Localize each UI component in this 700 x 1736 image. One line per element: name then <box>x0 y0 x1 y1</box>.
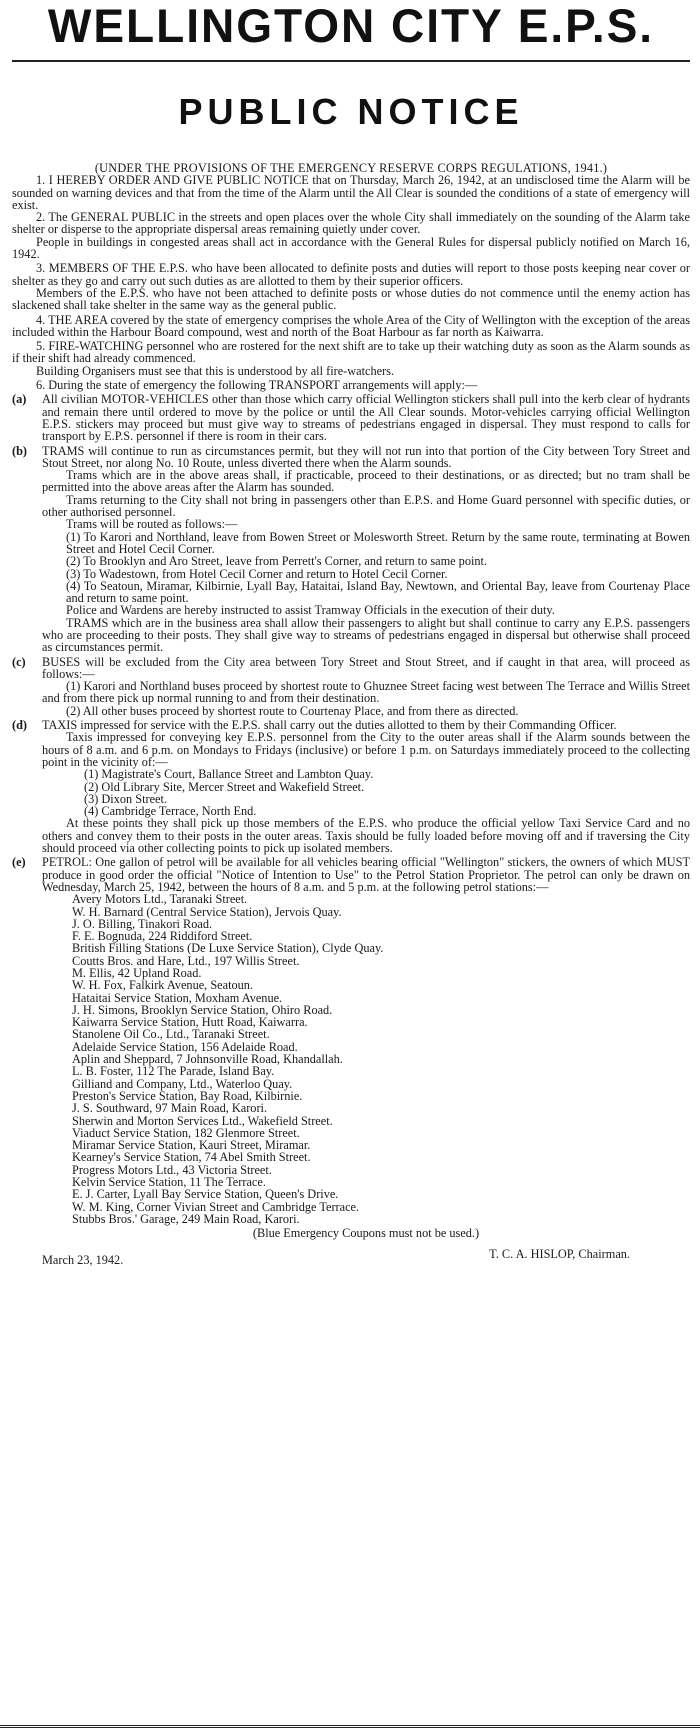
collecting-point-4: (4) Cambridge Terrace, North End. <box>84 804 257 819</box>
petrol-station: British Filling Stations (De Luxe Service Station), Clyde Quay. <box>72 941 384 956</box>
section-a-text: All civilian MOTOR-VEHICLES other than those which carry official Wellington stickers shall pull into the kerb clear of hydrants and remain there until ordered to move by the police or until the All Clear sounds. Motor-vehicles carrying official Wellington E.P.S. stickers may proceed but must give way to streams of pedestrians engaged in dispersal. They must respond to calls for transport by E.P.S. personnel if there is room in their cars. <box>42 392 690 444</box>
petrol-station: Kearney's Service Station, 74 Abel Smith Street. <box>72 1150 311 1165</box>
paragraph-2b: People in buildings in congested areas shall act in accordance with the General Rules for dispersal publicly notified on March 16, 1942. <box>12 234 690 262</box>
petrol-station: Hataitai Service Station, Moxham Avenue. <box>72 990 283 1005</box>
petrol-station: L. B. Foster, 112 The Parade, Island Bay. <box>72 1064 275 1079</box>
section-e-letter: (e) <box>12 855 26 870</box>
petrol-station: Coutts Bros. and Hare, Ltd., 197 Willis Street. <box>72 953 300 968</box>
section-b-trams <box>12 445 690 654</box>
tram-route-1: (1) To Karori and Northland, leave from Bowen Street or Molesworth Street. Return by the same route, terminating at Bowen Street and Hotel Cecil Corner. <box>66 529 690 556</box>
section-b-text-4: Trams will be routed as follows:— <box>66 517 238 532</box>
petrol-station: F. E. Bognuda, 224 Riddiford Street. <box>72 929 253 944</box>
collecting-points <box>42 768 690 817</box>
petrol-station: Kelvin Service Station, 11 The Terrace. <box>72 1175 266 1190</box>
section-b-text-2: Trams which are in the above areas shall, if practicable, proceed to their destinations, or as directed; but no tram shall be permitted into the above areas after the Alarm has sounded. <box>42 468 690 495</box>
petrol-station: W. M. King, Corner Vivian Street and Cambridge Terrace. <box>72 1199 360 1214</box>
section-b-text-3: Trams returning to the City shall not bring in passengers other than E.P.S. and Home Guard personnel with specific duties, or other authorised personnel. <box>42 492 690 520</box>
petrol-station: Viaduct Service Station, 182 Glenmore Street. <box>72 1125 300 1140</box>
section-e-text-1: PETROL: One gallon of petrol will be available for all vehicles bearing official "Wellington" stickers, the owners of which MUST produce in good order the official "Notice of Intention to Use" to the Petrol Station Proprietor. The petrol can only be drawn on Wednesday, March 25, 1942, between the hours of 8 a.m. and 5 p.m. at the following petrol stations:— <box>42 855 690 894</box>
section-b-letter: (b) <box>12 443 28 458</box>
collecting-point-2: (2) Old Library Site, Mercer Street and Wakefield Street. <box>84 779 365 794</box>
petrol-station: E. J. Carter, Lyall Bay Service Station, Queen's Drive. <box>72 1187 339 1202</box>
section-c-buses <box>12 656 690 717</box>
collecting-point-1: (1) Magistrate's Court, Ballance Street and Lambton Quay. <box>84 767 374 782</box>
title-rule <box>12 60 690 62</box>
section-b-text-6: TRAMS which are in the business area shall allow their passengers to alight but shall continue to carry any E.P.S. passengers who are proceeding to their posts. They shall give way to streams of pedestrians engaged in dispersal but otherwise shall proceed as circumstances permit. <box>42 615 690 655</box>
notice-title: WELLINGTON CITY E.P.S. <box>47 0 655 52</box>
section-d-taxis <box>12 719 690 854</box>
petrol-station: Stubbs Bros.' Garage, 249 Main Road, Karori. <box>72 1211 300 1226</box>
paragraph-4: 4. THE AREA covered by the state of emergency comprises the whole Area of the City of Wellington with the exception of the areas included within the Harbour Board compound, west and north of the Boat Harbour as far north as Kaiwarra. <box>12 312 690 339</box>
petrol-station: W. H. Fox, Falkirk Avenue, Seatoun. <box>72 978 254 993</box>
notice-date: March 23, 1942. <box>42 1252 124 1267</box>
petrol-station: Avery Motors Ltd., Taranaki Street. <box>72 892 248 907</box>
section-d-letter: (d) <box>12 718 28 733</box>
paragraph-3: 3. MEMBERS OF THE E.P.S. who have been allocated to definite posts and duties will report to those posts keeping near cover or shelter as they go and carry out such duties as are allotted to them by their superior officers. <box>12 261 690 288</box>
paragraph-5: 5. FIRE-WATCHING personnel who are rostered for the next shift are to take up their watching duty as soon as the Alarm sounds as if their shift had already commenced. <box>12 339 690 366</box>
section-c-letter: (c) <box>12 654 26 669</box>
notice-subtitle: PUBLIC NOTICE <box>178 91 524 132</box>
petrol-station: Kaiwarra Service Station, Hutt Road, Kaiwarra. <box>72 1015 308 1030</box>
section-e-petrol <box>12 856 690 1239</box>
petrol-station: Adelaide Service Station, 156 Adelaide Road. <box>72 1039 298 1054</box>
petrol-station: Sherwin and Morton Services Ltd., Wakefield Street. <box>72 1113 333 1128</box>
petrol-station: J. H. Simons, Brooklyn Service Station, Ohiro Road. <box>72 1002 333 1017</box>
petrol-station: Gilliand and Company, Ltd., Waterloo Quay. <box>72 1076 293 1091</box>
petrol-station: J. S. Southward, 97 Main Road, Karori. <box>72 1101 268 1116</box>
bottom-rule <box>0 1725 700 1728</box>
section-d-text-3: At these points they shall pick up those members of the E.P.S. who produce the official yellow Taxi Service Card and no others and convey them to their posts in the outer areas. Taxis should be fully loaded before moving off and if traversing the City should proceed via other collecting points to pick up isolated members. <box>42 816 690 856</box>
coupon-notice: (Blue Emergency Coupons must not be used.) <box>252 1226 480 1241</box>
section-c-item-1: (1) Karori and Northland buses proceed by shortest route to Ghuznee Street facing west between The Terrace and Willis Street and from there pick up normal running to and from their destination. <box>42 679 690 706</box>
preamble: (UNDER THE PROVISIONS OF THE EMERGENCY RESERVE CORPS REGULATIONS, 1941.) <box>94 161 608 175</box>
section-d-text-2: Taxis impressed for conveying key E.P.S. personnel from the City to the outer areas shall if the Alarm sounds between the hours of 8 a.m. and 6 p.m. on Mondays to Fridays (inclusive) or before 1 p.m. on Saturdays immediately proceed to the collecting point in the vicinity of:— <box>42 730 690 769</box>
petrol-station-list <box>42 893 690 1225</box>
section-b-text-5: Police and Wardens are hereby instructed to assist Tramway Officials in the execution of their duty. <box>66 603 555 618</box>
petrol-station: Miramar Service Station, Kauri Street, Miramar. <box>72 1138 311 1153</box>
paragraph-1: 1. I HEREBY ORDER AND GIVE PUBLIC NOTICE that on Thursday, March 26, 1942, at an undisclosed time the Alarm will be sounded on warning devices and that from the time of the Alarm until the All Clear is sounded the conditions of a state of emergency will exist. <box>12 173 690 212</box>
petrol-station: Progress Motors Ltd., 43 Victoria Street. <box>72 1162 272 1177</box>
petrol-station: Stanolene Oil Co., Ltd., Taranaki Street. <box>72 1027 270 1042</box>
section-c-text-1: BUSES will be excluded from the City area between Tory Street and Stout Street, and if caught in that area, will proceed as follows:— <box>42 654 690 681</box>
paragraph-2: 2. The GENERAL PUBLIC in the streets and open places over the whole City shall immediately on the sounding of the Alarm take shelter or disperse to the appropriate dispersal areas remaining quietly under cover. <box>12 210 690 237</box>
tram-routes <box>42 531 690 605</box>
petrol-station: Preston's Service Station, Bay Road, Kilbirnie. <box>72 1088 303 1103</box>
petrol-station: W. H. Barnard (Central Service Station), Jervois Quay. <box>72 904 342 919</box>
tram-route-2: (2) To Brooklyn and Aro Street, leave from Perrett's Corner, and return to same point. <box>66 554 488 569</box>
paragraph-3b: Members of the E.P.S. who have not been attached to definite posts or whose duties do not commence until the enemy action has slackened shall take shelter in the same way as the general public. <box>12 285 690 313</box>
chairman-signature: T. C. A. HISLOP, Chairman. <box>489 1246 630 1261</box>
section-a-letter: (a) <box>12 392 27 407</box>
paragraph-6: 6. During the state of emergency the following TRANSPORT arrangements will apply:— <box>36 378 478 393</box>
section-c-item-2: (2) All other buses proceed by shortest route to Courtenay Place, and from there as directed. <box>66 703 519 718</box>
notice-footer <box>12 1246 690 1274</box>
petrol-station: J. O. Billing, Tinakori Road. <box>72 916 213 931</box>
paragraph-5b: Building Organisers must see that this is understood by all fire-watchers. <box>36 363 395 378</box>
collecting-point-3: (3) Dixon Street. <box>84 791 167 806</box>
section-d-text-1: TAXIS impressed for service with the E.P.S. shall carry out the duties allotted to them by their Commanding Officer. <box>42 718 617 733</box>
section-a-motor-vehicles <box>12 393 690 442</box>
tram-route-3: (3) To Wadestown, from Hotel Cecil Corner and return to Hotel Cecil Corner. <box>66 566 448 581</box>
tram-route-4: (4) To Seatoun, Miramar, Kilbirnie, Lyall Bay, Hataitai, Island Bay, Newtown, and Oriental Bay, leave from Courtenay Place and return to same point. <box>66 578 690 606</box>
petrol-station: Aplin and Sheppard, 7 Johnsonville Road, Khandallah. <box>72 1052 343 1067</box>
petrol-station: M. Ellis, 42 Upland Road. <box>72 966 202 980</box>
section-b-text-1: TRAMS will continue to run as circumstances permit, but they will not run into that portion of the City between Tory Street and Stout Street, nor along No. 10 Route, unless diverted there when the Alarm sounds. <box>42 443 690 470</box>
